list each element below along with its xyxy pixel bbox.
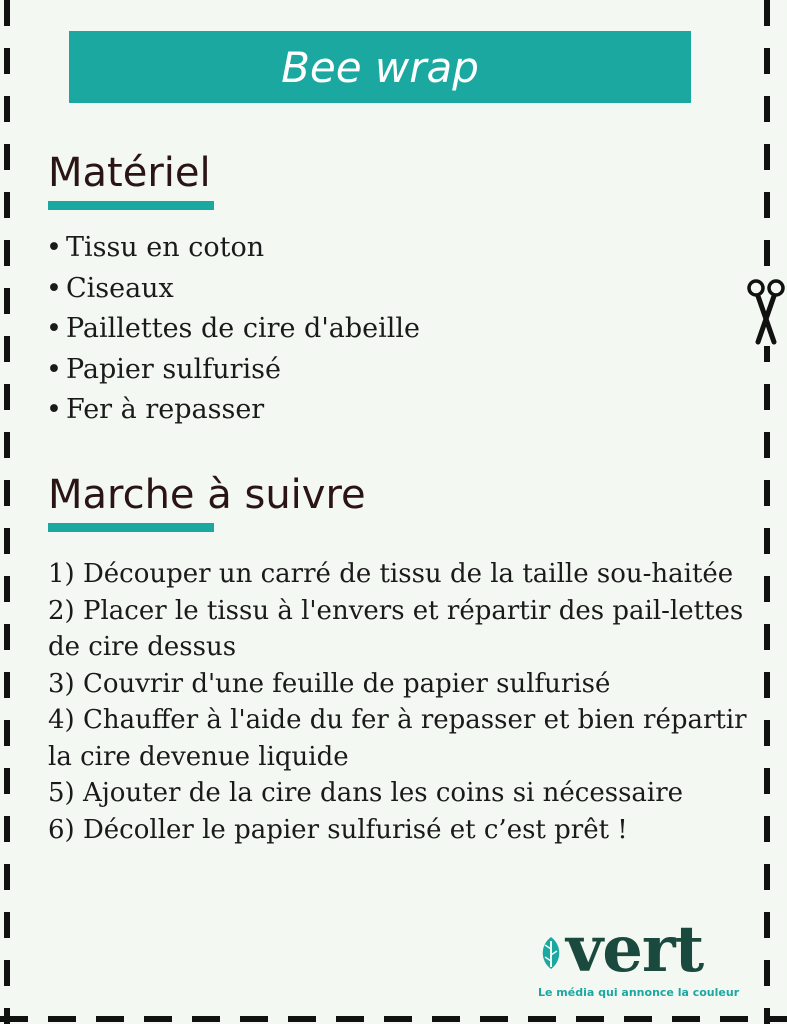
scissors-icon [744,276,787,346]
materials-heading-underline [48,201,214,210]
cut-line-right [764,0,770,1024]
cut-line-bottom [0,1016,787,1022]
cut-line-left [4,0,10,1024]
step-item: 2) Placer le tissu à l'envers et répartir des pail-lettes de cire dessus [48,595,744,662]
step-item: 1) Découper un carré de tissu de la taille sou-haitée [48,559,734,589]
list-item: • Tissu en coton [46,232,265,263]
step-item: 6) Décoller le papier sulfurisé et c’est prêt ! [48,814,628,845]
steps-heading-underline [48,523,214,532]
list-item: • Ciseaux [46,272,174,304]
step-item: 4) Chauffer à l'aide du fer à repasser et bien répartir la cire devenue liquide [48,705,747,772]
materials-list [46,228,420,431]
step-item: 5) Ajouter de la cire dans les coins si nécessaire [48,778,684,808]
brand-tagline: Le média qui annonce la couleur [538,986,740,999]
step-item: 3) Couvrir d'une feuille de papier sulfurisé [48,668,611,699]
brand-logo: vert [566,912,704,987]
list-item: • Paillettes de cire d'abeille [46,313,421,344]
leaf-icon [538,935,564,975]
steps-list [48,556,748,848]
list-item: • Papier sulfurisé [46,353,282,385]
materials-heading: Matériel [48,150,211,196]
title-banner [69,31,691,103]
steps-heading: Marche à suivre [48,472,366,518]
list-item: • Fer à repasser [46,394,265,425]
page-title: Bee wrap [281,42,479,92]
